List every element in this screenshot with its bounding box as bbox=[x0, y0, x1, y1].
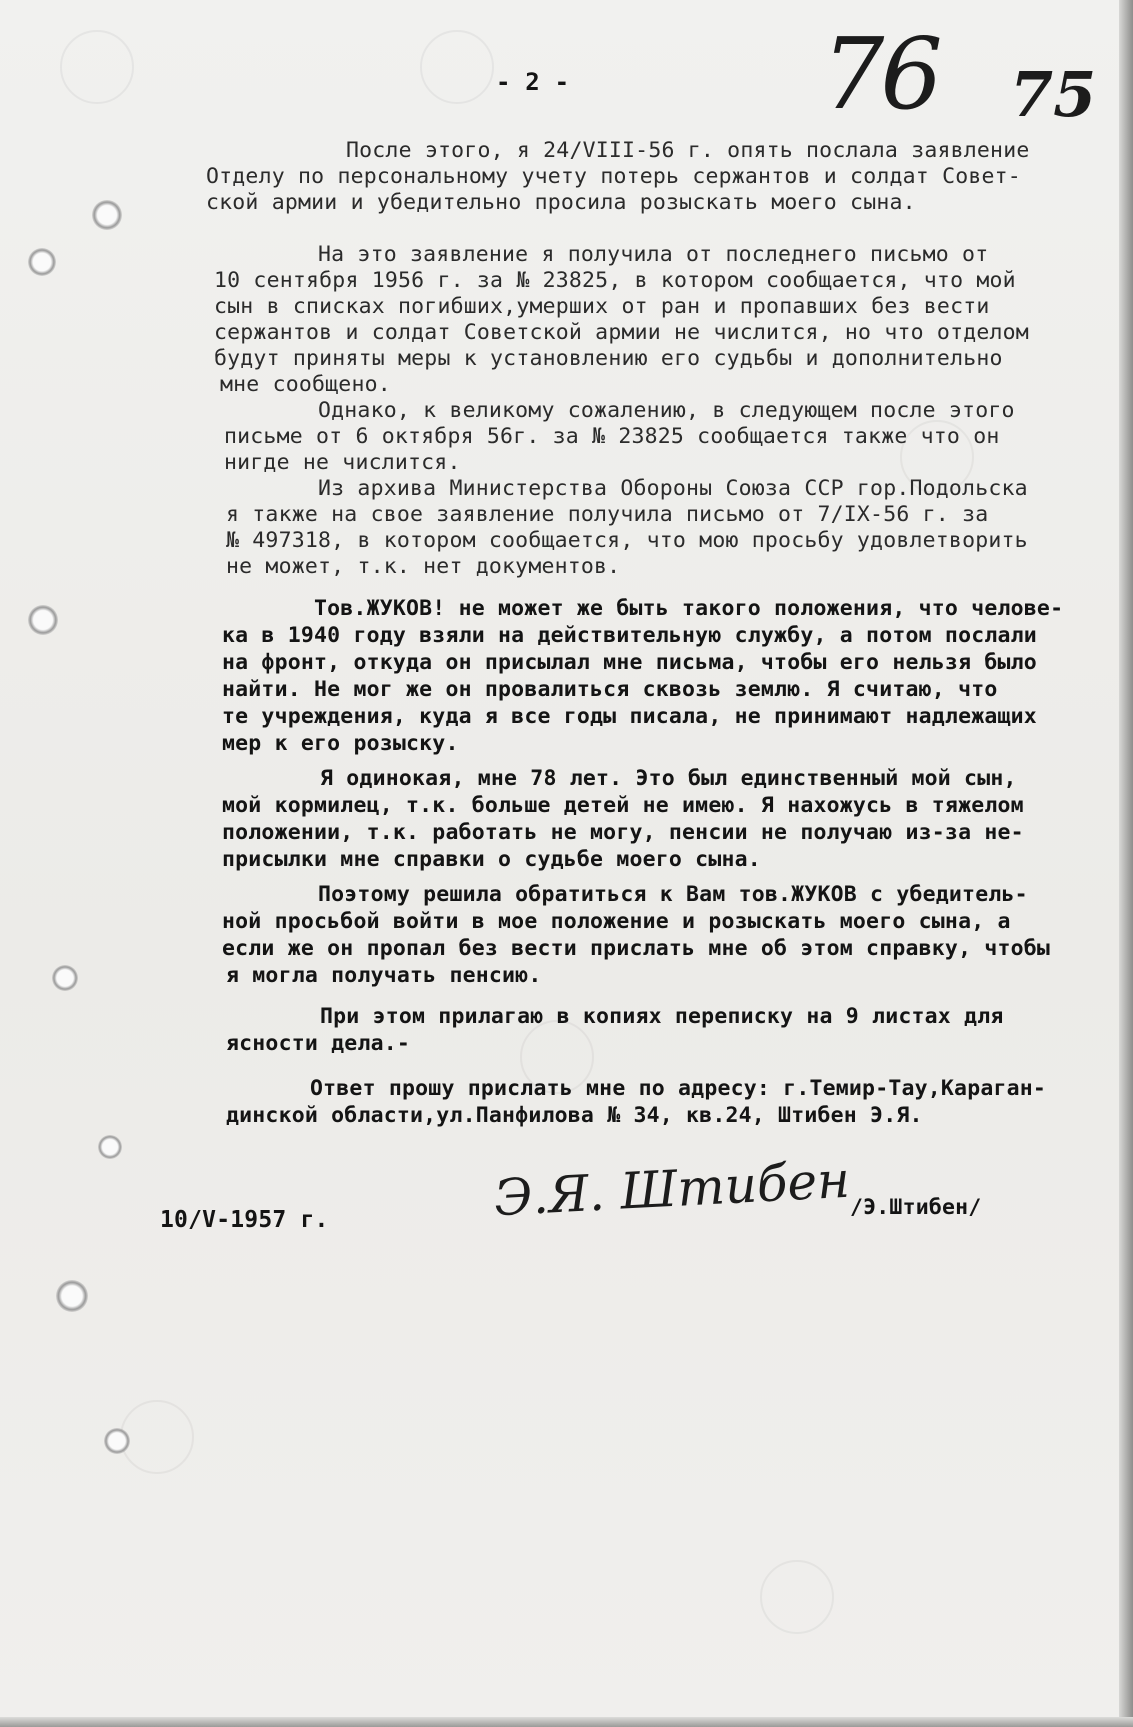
paragraph-line: мер к его розыску. bbox=[222, 731, 459, 756]
paragraph-line: будут приняты меры к установлению его судьбы и дополнительно bbox=[214, 346, 1003, 371]
punch-hole bbox=[56, 1280, 88, 1312]
punch-hole bbox=[98, 1135, 122, 1159]
typed-signature: /Э.Штибен/ bbox=[850, 1195, 982, 1220]
page-edge-bottom bbox=[0, 1717, 1133, 1727]
watermark-stamp bbox=[760, 1560, 834, 1634]
paragraph-line: я могла получать пенсию. bbox=[226, 963, 542, 988]
paragraph-line: найти. Не мог же он провалиться сквозь землю. Я считаю, что bbox=[222, 677, 998, 702]
archive-sheet-mark: 76 bbox=[822, 18, 939, 132]
paragraph-line: 10 сентября 1956 г. за № 23825, в котором сообщается, что мой bbox=[214, 268, 1016, 293]
watermark-stamp bbox=[420, 30, 494, 104]
punch-hole bbox=[28, 605, 58, 635]
paragraph-line: Поэтому решила обратиться к Вам тов.ЖУКОВ с убедитель- bbox=[318, 882, 1028, 907]
paragraph-line: не может, т.к. нет документов. bbox=[226, 554, 621, 579]
paragraph-line: На это заявление я получила от последнего письмо от bbox=[318, 242, 989, 267]
paragraph-line: ной просьбой войти в мое положение и розыскать моего сына, а bbox=[222, 909, 1011, 934]
paragraph-line: Тов.ЖУКОВ! не может же быть такого положения, что челове- bbox=[314, 596, 1064, 621]
watermark-stamp bbox=[60, 30, 134, 104]
paragraph-line: я также на свое заявление получила письмо от 7/IX-56 г. за bbox=[226, 502, 989, 527]
archive-sheet-number: 75 bbox=[1010, 58, 1097, 131]
paragraph-line: письме от 6 октября 56г. за № 23825 сообщается также что он bbox=[224, 424, 1000, 449]
page-number: - 2 - bbox=[496, 68, 570, 96]
punch-hole bbox=[28, 248, 56, 276]
paragraph-line: № 497318, в котором сообщается, что мою просьбу удовлетворить bbox=[226, 528, 1028, 553]
paragraph-line: мне сообщено. bbox=[220, 372, 391, 397]
paragraph-line: динской области,ул.Панфилова № 34, кв.24, Штибен Э.Я. bbox=[226, 1103, 923, 1128]
paragraph-line: положении, т.к. работать не могу, пенсии не получаю из-за не- bbox=[222, 820, 1024, 845]
paragraph-line: ка в 1940 году взяли на действительную службу, а потом послали bbox=[222, 623, 1037, 648]
punch-hole bbox=[92, 200, 122, 230]
paragraph-line: Отделу по персональному учету потерь сержантов и солдат Совет- bbox=[206, 164, 1021, 189]
paragraph-line: Из архива Министерства Обороны Союза ССР гор.Подольска bbox=[318, 476, 1028, 501]
paragraph-line: ской армии и убедительно просила розыскать моего сына. bbox=[206, 190, 916, 215]
paragraph-line: сержантов и солдат Советской армии не числится, но что отделом bbox=[214, 320, 1029, 345]
paragraph-line: присылки мне справки о судьбе моего сына. bbox=[222, 847, 761, 872]
paragraph-line: если же он пропал без вести прислать мне об этом справку, чтобы bbox=[222, 936, 1051, 961]
paragraph-line: те учреждения, куда я все годы писала, не принимают надлежащих bbox=[222, 704, 1037, 729]
paragraph-line: ясности дела.- bbox=[226, 1031, 411, 1056]
punch-hole bbox=[104, 1428, 130, 1454]
paragraph-line: Ответ прошу прислать мне по адресу: г.Темир-Тау,Караган- bbox=[310, 1076, 1047, 1101]
handwritten-signature: Э.Я. Штибен bbox=[492, 1150, 852, 1228]
watermark-stamp bbox=[120, 1400, 194, 1474]
punch-hole bbox=[52, 965, 78, 991]
paragraph-line: При этом прилагаю в копиях переписку на 9 листах для bbox=[320, 1004, 1004, 1029]
letter-date: 10/V-1957 г. bbox=[160, 1207, 329, 1233]
paragraph-line: мой кормилец, т.к. больше детей не имею. Я нахожусь в тяжелом bbox=[222, 793, 1024, 818]
paragraph-line: сын в списках погибших,умерших от ран и пропавших без вести bbox=[214, 294, 990, 319]
page-edge-right bbox=[1119, 0, 1133, 1727]
paragraph-line: Я одинокая, мне 78 лет. Это был единственный мой сын, bbox=[320, 766, 1017, 791]
paragraph-line: нигде не числится. bbox=[224, 450, 461, 475]
paragraph-line: После этого, я 24/VIII-56 г. опять послала заявление bbox=[346, 138, 1030, 163]
paragraph-line: на фронт, откуда он присылал мне письма, чтобы его нельзя было bbox=[222, 650, 1037, 675]
paragraph-line: Однако, к великому сожалению, в следующем после этого bbox=[318, 398, 1015, 423]
